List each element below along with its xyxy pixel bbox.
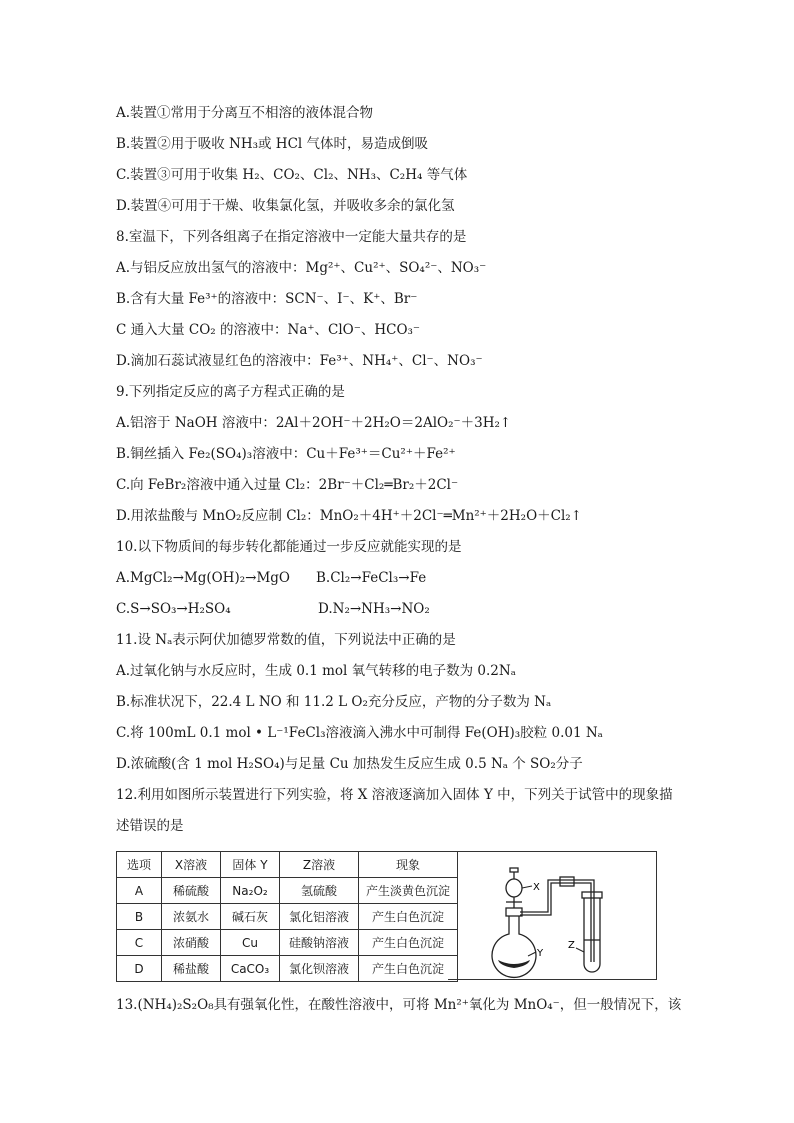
q11-option-c: C.将 100mL 0.1 mol • L⁻¹FeCl₃溶液滴入沸水中可制得 Fe(OH)₃胶粒 0.01 Nₐ [116,725,603,741]
table-cell: 硅酸钠溶液 [280,930,359,956]
q7-option-a: A.装置①常用于分离互不相溶的液体混合物 [116,105,374,121]
table-cell: 浓氨水 [162,904,221,930]
label-x: X [533,882,540,893]
label-z: Z [568,940,575,951]
q8-stem: 8.室温下，下列各组离子在指定溶液中一定能大量共存的是 [116,229,467,245]
table-row [117,930,458,956]
q7-option-c: C.装置③可用于收集 H₂、CO₂、Cl₂、NH₃、C₂H₄ 等气体 [116,167,468,183]
table-cell: 稀盐酸 [162,956,221,982]
table-cell: 浓硝酸 [162,930,221,956]
label-y: Y [537,948,544,959]
delivery-tube [520,877,594,962]
q8-option-c: C 通入大量 CO₂ 的溶液中：Na⁺、ClO⁻、HCO₃⁻ [116,322,421,338]
q9-option-d: D.用浓盐酸与 MnO₂反应制 Cl₂：MnO₂＋4H⁺＋2Cl⁻═Mn²⁺＋2H₂O＋Cl₂↑ [116,508,583,524]
q10-option-c: C.S→SO₃→H₂SO₄ [116,601,231,617]
q9-option-a: A.铝溶于 NaOH 溶液中：2Al＋2OH⁻＋2H₂O＝2AlO₂⁻＋3H₂↑ [116,415,512,431]
table-cell: Na₂O₂ [221,878,280,904]
table-cell: 产生白色沉淀 [359,930,458,956]
table-cell: CaCO₃ [221,956,280,982]
q8-option-b: B.含有大量 Fe³⁺的溶液中：SCN⁻、I⁻、K⁺、Br⁻ [116,291,418,307]
table-cell: 氢硫酸 [280,878,359,904]
solid-y [498,960,530,968]
q13-stem: 13.(NH₄)₂S₂O₈具有强氧化性，在酸性溶液中，可将 Mn²⁺氧化为 MnO₄⁻，但一般情况下，该 [116,997,682,1013]
q10-option-d: D.N₂→NH₃→NO₂ [318,601,430,617]
q8-option-d: D.滴加石蕊试液显红色的溶液中：Fe³⁺、NH₄⁺、Cl⁻、NO₃⁻ [116,353,483,369]
q10-option-a: A.MgCl₂→Mg(OH)₂→MgO [116,570,290,586]
table-row [117,904,458,930]
table-row [117,878,458,904]
table-cell: Cu [221,930,280,956]
q9-option-b: B.铜丝插入 Fe₂(SO₄)₃溶液中：Cu＋Fe³⁺＝Cu²⁺＋Fe²⁺ [116,446,456,462]
table-cell: 碱石灰 [221,904,280,930]
table-cell: 产生白色沉淀 [359,904,458,930]
table-cell: 产生淡黄色沉淀 [359,878,458,904]
table-cell: 氯化钡溶液 [280,956,359,982]
q7-option-b: B.装置②用于吸收 NH₃或 HCl 气体时，易造成倒吸 [116,136,429,152]
q11-option-b: B.标准状况下，22.4 L NO 和 11.2 L O₂充分反应，产物的分子数为 Nₐ [116,694,552,710]
q9-stem: 9.下列指定反应的离子方程式正确的是 [116,384,345,400]
table-header-cell: 现象 [359,852,458,878]
table-cell: A [117,878,162,904]
q10-option-b: B.Cl₂→FeCl₃→Fe [316,570,427,586]
q12-stem-line1: 12.利用如图所示装置进行下列实验，将 X 溶液逐滴加入固体 Y 中，下列关于试管中的现象描 [116,787,673,803]
table-row [117,956,458,982]
table-header-cell: 固体 Y [221,852,280,878]
table-header-cell: X溶液 [162,852,221,878]
table-cell: B [117,904,162,930]
apparatus-diagram [448,852,657,981]
separatory-funnel [506,868,522,908]
apparatus-figure [448,851,657,980]
table-header-row [117,852,458,878]
test-tube [582,892,602,972]
table-header-cell: 选项 [117,852,162,878]
table-cell: D [117,956,162,982]
q12-table [116,851,458,982]
q12-stem-line2: 述错误的是 [116,818,184,834]
q11-option-a: A.过氧化钠与水反应时，生成 0.1 mol 氧气转移的电子数为 0.2Nₐ [116,663,516,679]
table-cell: 氯化铝溶液 [280,904,359,930]
q10-stem: 10.以下物质间的每步转化都能通过一步反应就能实现的是 [116,539,462,555]
table-cell: 稀硫酸 [162,878,221,904]
q7-option-d: D.装置④可用于干燥、收集氯化氢，并吸收多余的氯化氢 [116,198,455,214]
table-header-cell: Z溶液 [280,852,359,878]
table-cell: 产生白色沉淀 [359,956,458,982]
q9-option-c: C.向 FeBr₂溶液中通入过量 Cl₂：2Br⁻＋Cl₂═Br₂＋2Cl⁻ [116,477,459,493]
q8-option-a: A.与铝反应放出氢气的溶液中：Mg²⁺、Cu²⁺、SO₄²⁻、NO₃⁻ [116,260,487,276]
table-cell: C [117,930,162,956]
q11-stem: 11.设 Nₐ表示阿伏加德罗常数的值，下列说法中正确的是 [116,632,456,648]
q11-option-d: D.浓硫酸(含 1 mol H₂SO₄)与足量 Cu 加热发生反应生成 0.5 Nₐ 个 SO₂分子 [116,756,583,772]
